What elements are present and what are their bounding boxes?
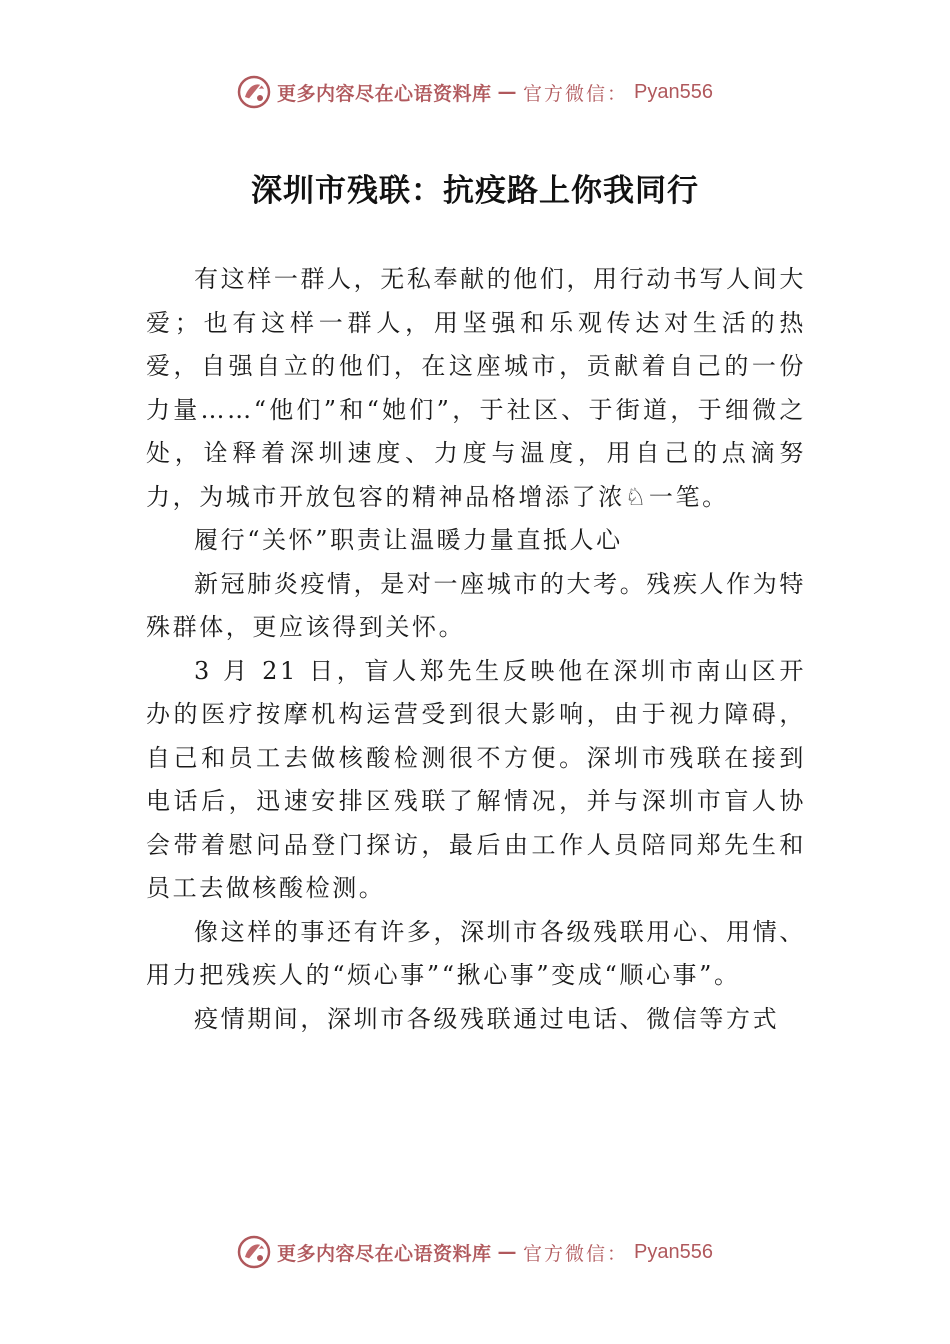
- banner-text: 更多内容尽在心语资料库: [277, 82, 492, 105]
- document-title: 深圳市残联：抗疫路上你我同行: [251, 173, 699, 209]
- paragraph: 有这样一群人，无私奉献的他们，用行动书写人间大爱；也有这样一群人，用坚强和乐观传达对生活的热爱，自强自立的他们，在这座城市，贡献着自己的一份力量……“他们”和“她们”，于社区、于街道，于细微之处，诠释着深圳速度、力度与温度，用自己的点滴努力，为城市开放包容的精神品格增添了浓♘一笔。: [146, 265, 806, 511]
- paragraph: 3 月 21 日，盲人郑先生反映他在深圳市南山区开办的医疗按摩机构运营受到很大影响，由于视力障碍，自己和员工去做核酸检测很不方便。深圳市残联在接到电话后，迅速安排区残联了解情况，并与深圳市盲人协会带着慰问品登门探访，最后由工作人员陪同郑先生和员工去做核酸检测。: [146, 656, 806, 902]
- wechat-label: 官方微信：: [523, 1242, 629, 1265]
- banner-text: 更多内容尽在心语资料库: [277, 1242, 492, 1265]
- paragraph: 新冠肺炎疫情，是对一座城市的大考。残疾人作为特殊群体，更应该得到关怀。: [146, 569, 806, 641]
- section-heading: 履行“关怀”职责让温暖力量直抵人心: [194, 526, 623, 554]
- document-body: [146, 258, 806, 1041]
- banner-separator: —: [497, 1241, 518, 1263]
- banner-separator: —: [497, 81, 518, 103]
- footer-banner: [0, 1230, 950, 1274]
- wechat-id: Pyan556: [634, 1240, 713, 1263]
- paragraph: 疫情期间，深圳市各级残联通过电话、微信等方式: [194, 1004, 780, 1033]
- header-banner: [0, 70, 950, 114]
- wechat-id: Pyan556: [634, 80, 713, 103]
- red-swirl-logo-icon: [237, 1235, 271, 1269]
- paragraph: 像这样的事还有许多，深圳市各级残联用心、用情、用力把残疾人的“烦心事”“揪心事”变成“顺心事”。: [146, 917, 806, 989]
- red-swirl-logo-icon: [237, 75, 271, 109]
- wechat-label: 官方微信：: [523, 82, 629, 105]
